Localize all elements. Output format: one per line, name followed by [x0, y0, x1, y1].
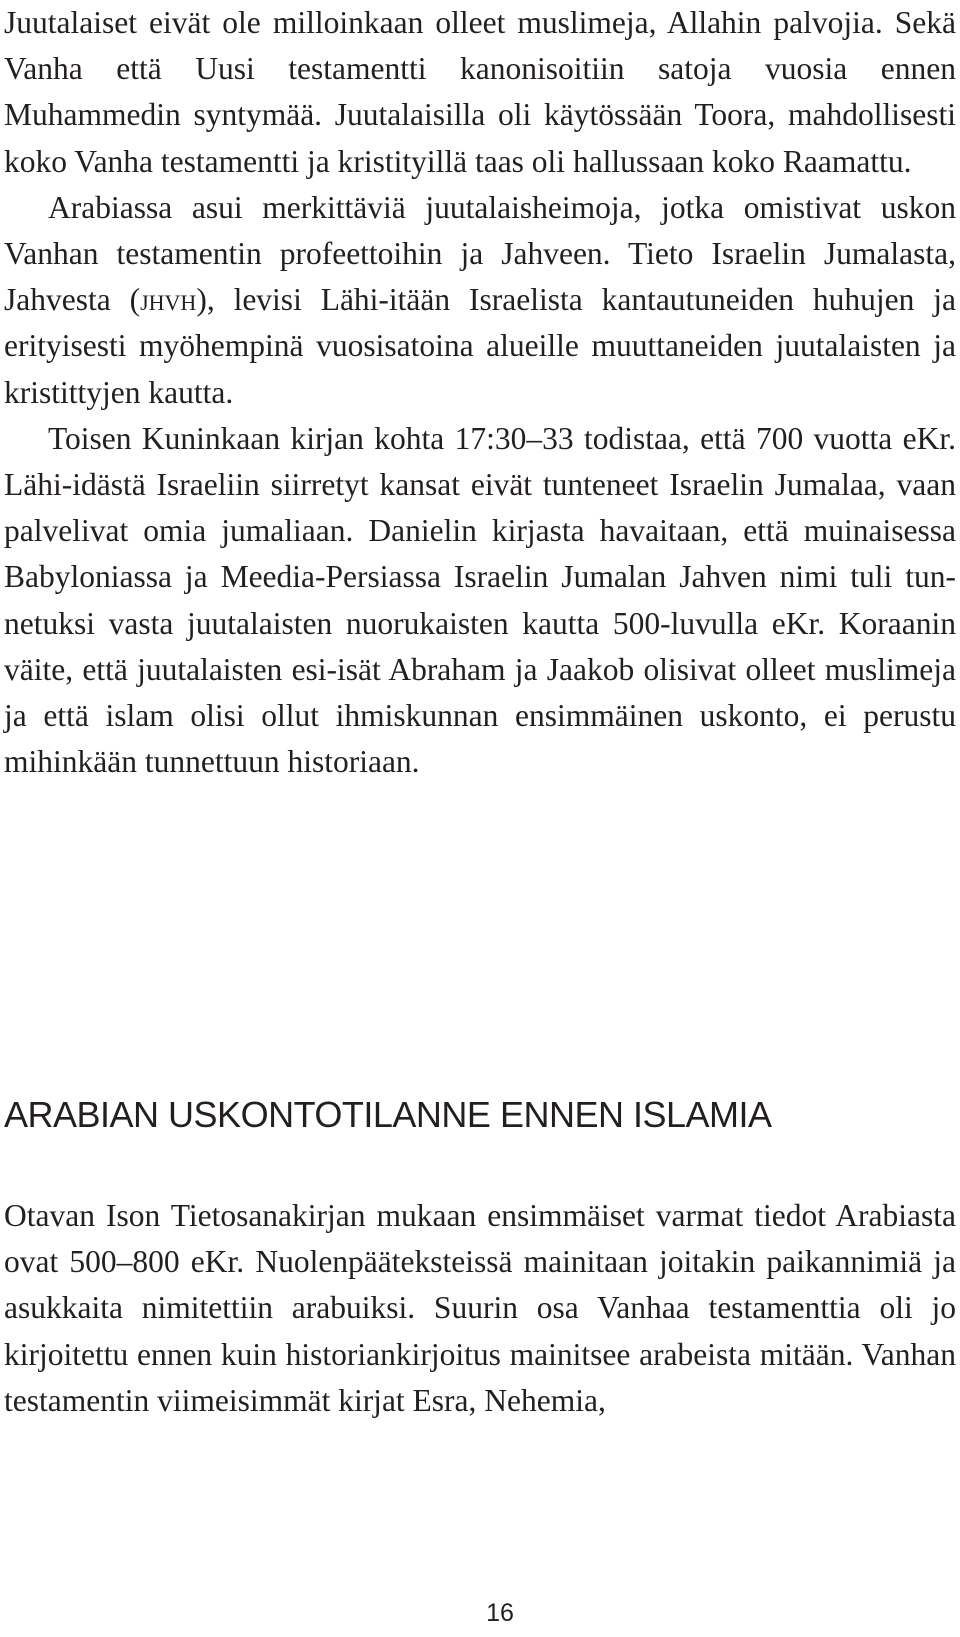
section-body-text	[4, 1193, 956, 1424]
paragraph-2	[4, 185, 956, 416]
page-number: 16	[486, 1599, 514, 1627]
section-heading: ARABIAN USKONTOTILANNE ENNEN ISLAMIA	[4, 1094, 772, 1135]
section-paragraph: Otavan Ison Tietosanakirjan mukaan ensimmäiset varmat tiedot Arabiasta ovat 500–800 eKr. Nuolenpääteksteissä mainitaan joitakin paikannimiä ja asukkaita nimitettiin arabuiksi. Suurin osa Vanhaa testamenttia oli jo kirjoitettu ennen kuin historiankirjoitus mainitsee arabeista mitään. Vanhan testamentin viimeisimmät kirjat Esra, Nehemia,	[4, 1198, 956, 1418]
paragraph-2-text-end: ), levisi Lähi-itään Israelista kantautuneiden huhujen ja erityisesti myöhempinä vuosisatoina alueille muuttaneiden juutalaisten ja kristittyjen kautta.	[4, 282, 956, 410]
book-page	[4, 0, 956, 1637]
paragraph-1: Juutalaiset eivät ole milloinkaan olleet muslimeja, Allahin palvojia. Sekä Vanha että Uusi testamentti kanonisoitiin satoja vuosia ennen Muhammedin syntymää. Juutalaisilla oli käytössään Toora, mahdollisesti koko Vanha testamentti ja kristityillä taas oli hallussaan koko Raamattu.	[4, 5, 956, 179]
body-text	[4, 0, 956, 785]
tetragrammaton-abbreviation: jhvh	[140, 282, 197, 318]
paragraph-3: Toisen Kuninkaan kirjan kohta 17:30–33 todistaa, että 700 vuotta eKr. Lähi-idästä Israeliin siirretyt kansat eivät tunteneet Israelin Jumalaa, vaan palvelivat omia jumaliaan. Danielin kirjasta havaitaan, että muinaisessa Babyloniassa ja Meedia-Persiassa Israelin Jumalan Jahven nimi tuli tunnetuksi vasta juutalaisten nuorukaisten kautta 500-luvulla eKr. Koraanin väite, että juutalaisten esi-isät Abraham ja Jaakob olisivat olleet muslimeja ja että islam olisi ollut ihmiskunnan ensimmäinen uskonto, ei perustu mihinkään tunnettuun historiaan.	[4, 420, 956, 780]
paragraph-2-text-start: Arabiassa asui merkittäviä juutalaisheimoja, jotka omistivat uskon Vanhan testamentin profeettoihin ja Jahveen. Tieto Israelin Jumalasta, Jahvesta (	[4, 189, 956, 318]
